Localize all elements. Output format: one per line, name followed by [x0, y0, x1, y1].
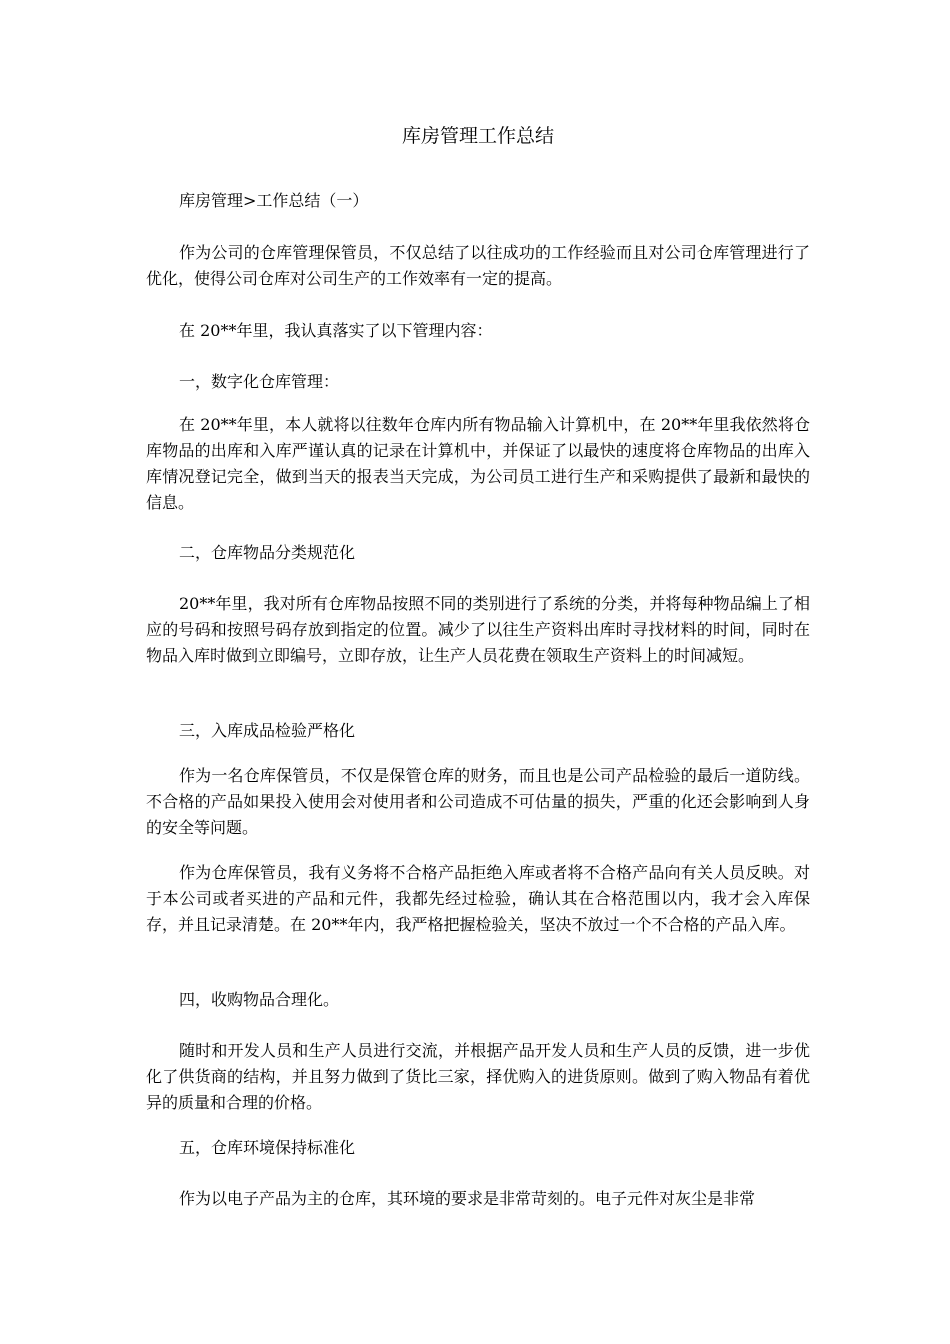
paragraph-section-2: 20**年里，我对所有仓库物品按照不同的类别进行了系统的分类，并将每种物品编上了相应的号码和按照号码存放到指定的位置。减少了以往生产资料出库时寻找材料的时间，同时在物品入库时做到立即编号，立即存放，让生产人员花费在领取生产资料上的时间减短。 — [146, 594, 810, 665]
section-heading-3: 三，入库成品检验严格化 — [179, 721, 356, 740]
section-heading-1: 一，数字化仓库管理： — [179, 372, 340, 391]
paragraph-section-4: 随时和开发人员和生产人员进行交流，并根据产品开发人员和生产人员的反馈，进一步优化了供货商的结构，并且努力做到了货比三家，择优购入的进货原则。做到了购入物品有着优异的质量和合理的价格。 — [146, 1041, 810, 1112]
paragraph-section-3a: 作为一名仓库保管员，不仅是保管仓库的财务，而且也是公司产品检验的最后一道防线。不合格的产品如果投入使用会对使用者和公司造成不可估量的损失，严重的化还会影响到人身的安全等问题。 — [146, 766, 810, 837]
section-heading-2: 二，仓库物品分类规范化 — [179, 543, 356, 562]
paragraph-section-3b: 作为仓库保管员，我有义务将不合格产品拒绝入库或者将不合格产品向有关人员反映。对于本公司或者买进的产品和元件，我都先经过检验，确认其在合格范围以内，我才会入库保存，并且记录清楚。在 20**年内，我严格把握检验关，坚决不放过一个不合格的产品入库。 — [146, 863, 810, 934]
section-heading-5: 五，仓库环境保持标准化 — [179, 1138, 356, 1157]
section-intro-heading: 库房管理>工作总结（一） — [179, 191, 369, 210]
paragraph-year-summary: 在 20**年里，我认真落实了以下管理内容： — [179, 321, 493, 340]
paragraph-intro: 作为公司的仓库管理保管员，不仅总结了以往成功的工作经验而且对公司仓库管理进行了优化，使得公司仓库对公司生产的工作效率有一定的提高。 — [146, 243, 810, 288]
document-title: 库房管理工作总结 — [401, 125, 554, 147]
section-heading-4: 四，收购物品合理化。 — [179, 990, 340, 1009]
paragraph-section-1: 在 20**年里，本人就将以往数年仓库内所有物品输入计算机中，在 20**年里我依然将仓库物品的出库和入库严谨认真的记录在计算机中，并保证了以最快的速度将仓库物品的出库入库情况登记完全，做到当天的报表当天完成，为公司员工进行生产和采购提供了最新和最快的信息。 — [146, 415, 810, 512]
paragraph-section-5: 作为以电子产品为主的仓库，其环境的要求是非常苛刻的。电子元件对灰尘是非常 — [179, 1189, 756, 1208]
